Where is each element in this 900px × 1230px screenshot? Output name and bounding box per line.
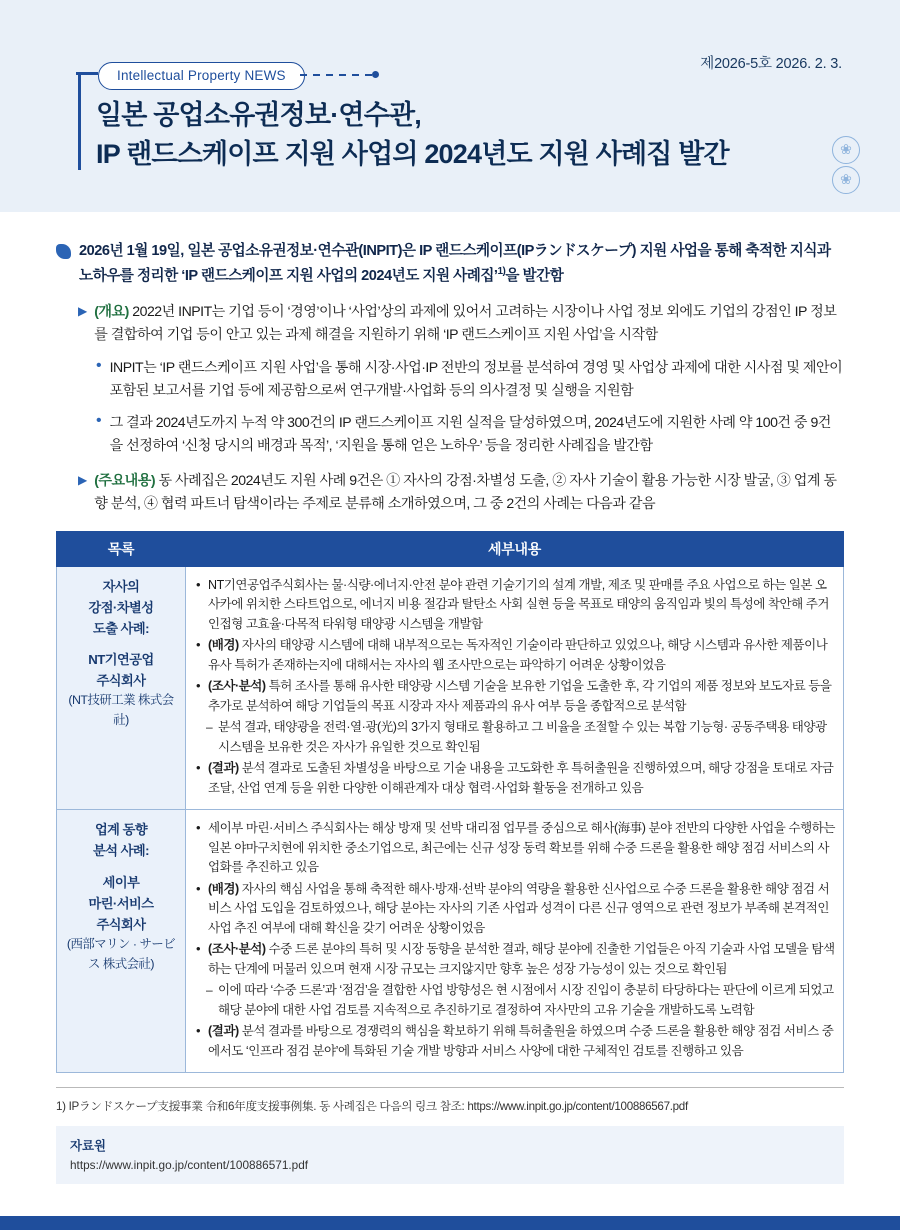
detail-bullet-text: 자사의 핵심 사업을 통해 축적한 해사·방재·선박 분야의 역량을 활용한 신사업으로 수중 드론을 활용한 해양 점검 서비스 사업 도입을 검토하였으나, 해당 분야는 자사의 기존 사업과 성격이 다른 신규 영역으로 관련 정보가 부족해 본격적인 사업 추진 여부에 대해 확신을 갖기 어려운 상황이었음 [208, 881, 830, 935]
category-line: NT기연공업 [88, 652, 154, 668]
section-main-content-body: 동 사례집은 2024년도 지원 사례 9건은 ① 자사의 강점·차별성 도출, ② 자사 기술이 활용 가능한 시장 발굴, ③ 업계 동향 분석, ④ 협력 파트너 탐색이라는 주제로 분류해 소개하였으며, 그 중 2건의 사례는 다음과 같음 [94, 472, 837, 511]
category-line: 도출 사례: [92, 621, 149, 637]
footnote-marker: 1) [497, 265, 506, 277]
table-header-detail: 세부내용 [186, 531, 844, 566]
category-line: 주식회사 [96, 673, 146, 689]
bullet-dot-icon: • [96, 356, 102, 374]
section-overview [56, 300, 844, 346]
detail-subbullet [194, 981, 835, 1020]
category-line: 세이부 [102, 874, 140, 890]
table-cell-detail [186, 566, 844, 810]
detail-bullet [194, 880, 835, 939]
title-left-rule [78, 74, 81, 170]
table-cell-detail [186, 810, 844, 1073]
detail-bullet [194, 759, 835, 798]
detail-bullet-text: 특허 조사를 통해 유사한 태양광 시스템 기술을 보유한 기업을 도출한 후, 각 기업의 제품 정보와 보도자료 등을 추가로 분석하여 해당 기업들의 목표 시장과 자사 제품과의 유사 여부 등을 종합적으로 분석함 [208, 679, 832, 713]
flower-icon: ❀ [832, 166, 860, 194]
table-header-row [57, 531, 844, 566]
lead-text-tail: 을 발간함 [505, 267, 564, 284]
table-cell-category [57, 566, 186, 810]
bottom-bar [0, 1216, 900, 1230]
detail-bullet [194, 576, 835, 635]
page-header [0, 0, 900, 212]
source-box [56, 1126, 844, 1184]
detail-bullet-label: (조사·분석) [208, 942, 266, 957]
section-overview-text [94, 300, 844, 346]
list-item-text: INPIT는 ‘IP 랜드스케이프 지원 사업’을 통해 시장·사업·IP 전반의 정보를 분석하여 경영 및 사업상 과제에 대한 시사점 및 제안이 포함된 보고서를 기업 등에 제공함으로써 연구개발·사업화 등의 의사결정 및 실행을 지원함 [109, 358, 843, 398]
category-line: 자사의 [102, 578, 140, 594]
detail-bullet-text: NT기연공업주식회사는 물·식량·에너지·안전 분야 관련 기술기기의 설계 개발, 제조 및 판매를 주요 사업으로 하는 일본 오사카에 위치한 스타트업으로, 에너지 비용 절감과 탈탄소 사회 실현 등을 목표로 태양의 움직임과 빛의 특성에 착안해 주거 인접형 고효율·다목적 타워형 태양광 시스템을 개발함 [208, 577, 830, 631]
detail-bullet [194, 1022, 835, 1061]
source-title: 자료원 [70, 1139, 106, 1154]
category-line: 마린·서비스 [88, 895, 154, 911]
category-line: 분석 사례: [92, 843, 149, 859]
category-line: 업계 동향 [94, 822, 148, 838]
arrow-icon: ▶ [78, 304, 88, 319]
section-overview-label: (개요) [94, 303, 129, 320]
detail-bullet-text: 수중 드론 분야의 특허 및 시장 동향을 분석한 결과, 해당 분야에 진출한 기업들은 아직 기술과 사업 모델을 탐색하는 단계에 머물러 있으며 현재 시장 규모는 크지않지만 향후 높은 성장 가능성이 있는 것으로 확인됨 [208, 942, 835, 976]
section-main-content-text [94, 469, 844, 515]
section-main-content-label: (주요내용) [94, 472, 156, 489]
list-item [56, 411, 844, 457]
document-body [0, 212, 900, 1073]
table-cell-category [57, 810, 186, 1073]
page-title-line-1: 일본 공업소유권정보·연수관, [96, 100, 421, 130]
bullet-square-icon [56, 244, 71, 259]
detail-bullet [194, 677, 835, 716]
lead-text [79, 240, 844, 288]
badge-dot [372, 71, 379, 78]
section-main-content [56, 469, 844, 515]
issue-number: 제2026-5호 2026. 2. 3. [700, 56, 842, 72]
category-name-jp: (西部マリン · サービス 株式会社) [66, 936, 176, 971]
detail-bullet-text: 세이부 마린·서비스 주식회사는 해상 방재 및 선박 대리점 업무를 중심으로 해사(海事) 분야 전반의 다양한 사업을 수행하는 일본 야마구치현에 위치한 중소기업으로, 최근에는 신규 성장 동력 확보를 위해 수중 드론을 활용한 해양 점검 서비스의 사업화를 추진하고 있음 [208, 821, 835, 875]
detail-bullet-label: (배경) [208, 638, 239, 653]
table-header-category: 목록 [57, 531, 186, 566]
detail-bullet-text: 자사의 태양광 시스템에 대해 내부적으로는 독자적인 기술이라 판단하고 있었으나, 해당 시스템과 유사한 제품이나 유사 특허가 존재하는지에 대해서는 자사의 웹 조사만으로는 파악하기 어려운 상황이었음 [208, 638, 828, 672]
flower-icon: ❀ [832, 136, 860, 164]
page-title [96, 96, 830, 174]
detail-subbullet-text: 이에 따라 ‘수중 드론’과 ‘점검’을 결합한 사업 방향성은 현 시점에서 시장 진입이 충분히 타당하다는 판단에 이르게 되었고 해당 분야에 대한 사업 검토를 지속적으로 추진하기로 결정하여 자사만의 고유 기술을 개발하도록 노력함 [218, 983, 834, 1017]
detail-bullet-text: 분석 결과를 바탕으로 경쟁력의 핵심을 확보하기 위해 특허출원을 하였으며 수중 드론을 활용한 해양 점검 서비스 중에서도 ‘인프라 점검 분야’에 특화된 기술 개발 방향과 서비스 사양에 대한 구체적인 검토를 진행하고 있음 [208, 1024, 834, 1058]
footnote: 1) IPランドスケープ支援事業 令和6年度支援事例集. 동 사례집은 다음의 링크 참조: https://www.inpit.go.jp/content/100886567.pdf [56, 1087, 844, 1114]
category-line: 주식회사 [96, 916, 146, 932]
detail-subbullet-text: 분석 결과, 태양광을 전력·열·광(光)의 3가지 형태로 활용하고 그 비율을 조절할 수 있는 복합 기능형· 공동주택용 태양광 시스템을 보유한 것은 자사가 유일한 것으로 확인됨 [218, 720, 827, 754]
source-url[interactable]: https://www.inpit.go.jp/content/100886571.pdf [70, 1158, 309, 1173]
detail-bullet-label: (결과) [208, 761, 239, 776]
list-item-text: 그 결과 2024년도까지 누적 약 300건의 IP 랜드스케이프 지원 실적을 달성하였으며, 2024년도에 지원한 사례 약 100건 중 9건을 선정하여 ‘신청 당시의 배경과 목적’, ‘지원을 통해 얻은 노하우’ 등을 정리한 사례집을 발간함 [109, 414, 831, 454]
bullet-dot-icon: • [96, 412, 102, 430]
lead-text-main: 2026년 1월 19일, 일본 공업소유권정보·연수관(INPIT)은 IP 랜드스케이프(IPランドスケープ) 지원 사업을 통해 축적한 지식과 노하우를 정리한 ‘IP 랜드스케이프 지원 사업의 2024년도 지원 사례집’ [79, 243, 831, 284]
detail-subbullet [194, 718, 835, 757]
lead-paragraph [56, 240, 844, 288]
list-item [56, 356, 844, 402]
table-row [57, 566, 844, 810]
detail-bullet-text: 분석 결과로 도출된 차별성을 바탕으로 기술 내용을 고도화한 후 특허출원을 진행하였으며, 해당 강점을 토대로 자금 조달, 산업 연계 등을 위한 다양한 이해관계자 대상 협력·사업화 활동을 전개하고 있음 [208, 761, 834, 795]
detail-bullet [194, 819, 835, 878]
category-name-jp: (NT技研工業 株式会社) [68, 693, 174, 728]
section-overview-body: 2022년 INPIT는 기업 등이 ‘경영’이나 ‘사업’상의 과제에 있어서 고려하는 시장이나 사업 정보 외에도 기업의 강점인 IP 정보를 결합하여 기업 등이 안고 있는 과제 해결을 지원하기 위해 ‘IP 랜드스케이프 지원 사업’을 시작함 [94, 303, 837, 342]
category-line: 강점·차별성 [88, 599, 154, 615]
detail-bullet-label: (조사·분석) [208, 679, 266, 694]
badge-dash-line [300, 74, 372, 76]
arrow-icon: ▶ [78, 473, 88, 488]
detail-bullet-label: (배경) [208, 881, 239, 896]
cases-table [56, 531, 844, 1074]
detail-bullet [194, 636, 835, 675]
page-title-line-2: IP 랜드스케이프 지원 사업의 2024년도 지원 사례집 발간 [96, 139, 729, 170]
detail-bullet-label: (결과) [208, 1024, 239, 1039]
news-badge: Intellectual Property NEWS [98, 62, 305, 90]
detail-bullet [194, 940, 835, 979]
table-row [57, 810, 844, 1073]
